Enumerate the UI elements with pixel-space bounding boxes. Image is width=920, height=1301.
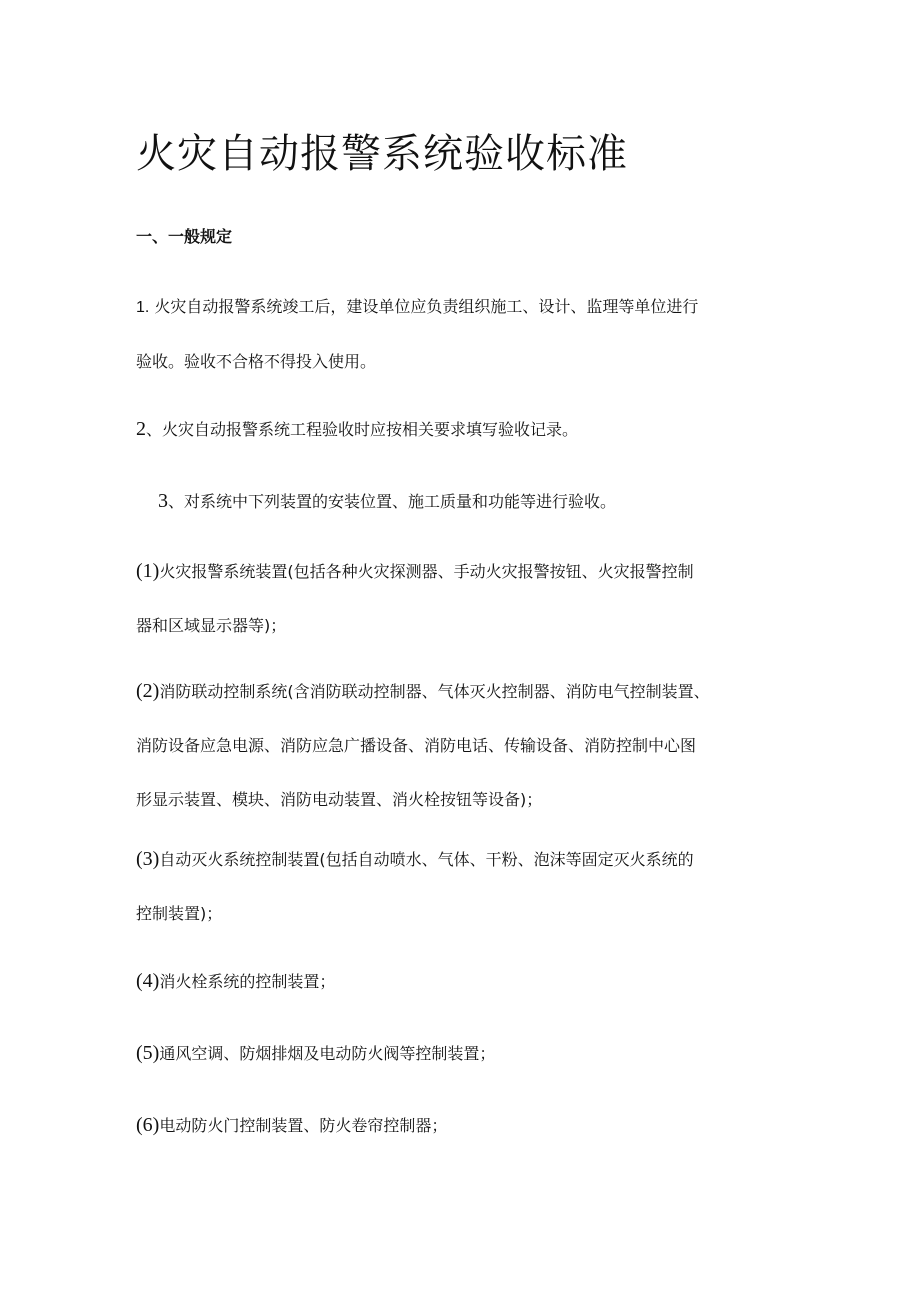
paragraph-3 <box>158 474 818 529</box>
item-5-line-1 <box>136 1026 796 1081</box>
item-6-line-1 <box>136 1098 796 1153</box>
paragraph-item-6 <box>136 1098 796 1153</box>
paragraph-item-4 <box>136 954 796 1009</box>
paragraph-1-line-1 <box>136 280 796 335</box>
item-3-line-1 <box>136 832 796 887</box>
paragraph-3-number: 3 <box>158 490 168 512</box>
paragraph-3-line-1 <box>158 474 818 529</box>
paragraph-2-line-1 <box>136 402 796 457</box>
item-1-line-2: 器和区域显示器等)； <box>136 616 287 635</box>
item-5-number: (5) <box>136 1042 160 1064</box>
document-title: 火灾自动报警系统验收标准 <box>136 131 628 177</box>
paragraph-1-line-2: 验收。验收不合格不得投入使用。 <box>136 352 377 371</box>
item-4-line-1 <box>136 954 796 1009</box>
item-2-number: (2) <box>136 680 160 702</box>
item-2-line-1 <box>136 664 796 719</box>
item-1-text-1: 火灾报警系统装置(包括各种火灾探测器、手动火灾报警按钮、火灾报警控制 <box>159 562 694 581</box>
paragraph-1 <box>136 280 796 389</box>
paragraph-item-3 <box>136 832 796 941</box>
item-3-line-2: 控制装置)； <box>136 904 223 923</box>
paragraph-1-number: 1. <box>136 299 150 316</box>
paragraph-2 <box>136 402 796 457</box>
item-4-text-1: 消火栓系统的控制装置； <box>159 972 336 991</box>
section-heading: 一、一般规定 <box>136 227 233 246</box>
paragraph-2-number: 2 <box>136 418 146 440</box>
paragraph-2-text-1: 、火灾自动报警系统工程验收时应按相关要求填写验收记录。 <box>146 420 579 439</box>
item-4-number: (4) <box>136 970 160 992</box>
item-2-line-3: 形显示装置、模块、消防电动装置、消火栓按钮等设备)； <box>136 790 543 809</box>
paragraph-item-5 <box>136 1026 796 1081</box>
item-6-text-1: 电动防火门控制装置、防火卷帘控制器； <box>159 1116 448 1135</box>
paragraph-item-1 <box>136 544 796 653</box>
paragraph-item-2 <box>136 664 796 827</box>
item-3-number: (3) <box>136 848 160 870</box>
paragraph-1-text-1: 火灾自动报警系统竣工后，建设单位应负责组织施工、设计、监理等单位进行 <box>149 297 699 316</box>
item-1-number: (1) <box>136 560 160 582</box>
item-1-line-1 <box>136 544 796 599</box>
item-5-text-1: 通风空调、防烟排烟及电动防火阀等控制装置； <box>159 1044 496 1063</box>
item-3-text-1: 自动灭火系统控制装置(包括自动喷水、气体、干粉、泡沫等固定灭火系统的 <box>159 850 694 869</box>
item-2-line-2: 消防设备应急电源、消防应急广播设备、消防电话、传输设备、消防控制中心图 <box>136 736 697 755</box>
item-6-number: (6) <box>136 1114 160 1136</box>
paragraph-3-text-1: 、对系统中下列装置的安装位置、施工质量和功能等进行验收。 <box>168 492 617 511</box>
item-2-text-1: 消防联动控制系统(含消防联动控制器、气体灭火控制器、消防电气控制装置、 <box>159 682 710 701</box>
